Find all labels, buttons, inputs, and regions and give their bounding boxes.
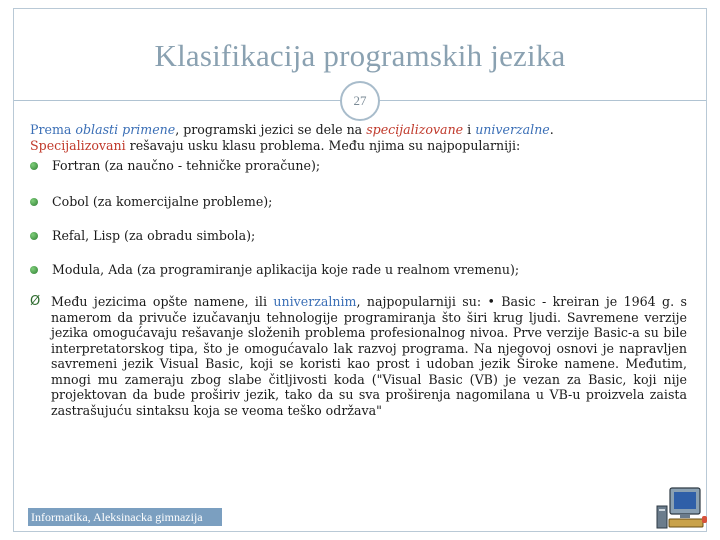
bullet-text: Cobol (za komercijalne probleme); [52,194,273,209]
bullet-text: Fortran (za naučno - tehničke proračune); [52,158,321,173]
universal-text [51,294,687,418]
intro-and: i [463,122,476,137]
computer-icon [656,486,708,530]
bullet-icon [30,232,38,240]
intro-prefix: Prema [30,122,76,137]
universal-lead: Među jezicima opšte namene, ili [51,294,274,309]
page-number-badge [340,81,380,121]
intro-mid: , programski jezici se dele na [175,122,367,137]
universal-em: univerzalnim [273,294,357,309]
footer-label: Informatika, Aleksinacka gimnazija [28,508,222,526]
intro-em-univerzalne: univerzalne [475,122,550,137]
intro-em-specijalizovane: specijalizovane [366,122,464,137]
slide-title: Klasifikacija programskih jezika [154,38,566,73]
intro-text [30,122,690,154]
intro-em-oblasti: oblasti primene [75,122,176,137]
bullet-text: Modula, Ada (za programiranje aplikacija koje rade u realnom vremenu); [52,262,520,277]
bullet-icon [30,198,38,206]
intro-line-2-rest: rešavaju usku klasu problema. Među njima su najpopularniji: [125,138,521,153]
bullet-text: Refal, Lisp (za obradu simbola); [52,228,256,243]
intro-specijalizovani: Specijalizovani [30,138,126,153]
universal-body: , najpopularniji su: • Basic - kreiran je 1964 g. s namerom da privuče izučavanju tehnologije programiranja što širi krug ljudi. Savremene verzije jezika omogućavaju rešavanje složenih problema profesionalnog nivoa. Prve verzije Basic-a su bile interpretatorskog tipa, što je omogućavalo lak razvoj programa. Na njegovoj osnovi je napravljen savremeni jezik Visual Basic, koji se koristi kao prost i udoban jezik Široke namene. Međutim, mnogi mu zameraju zbog slabe čitljivosti koda ("Visual Basic (VB) je vezan za Basic, koji nije projektovan da bude proširiv jezik, tako da su sva proširenja nagomilana u VB-u proizvela zaista zastrašujuću sintaksu koja se veoma teško održava" [51,294,687,418]
intro-line-2 [30,138,690,154]
intro-end: . [549,122,554,137]
universal-languages-paragraph [30,294,687,418]
arrow-bullet-icon: Ø [30,294,41,309]
bullet-icon [30,162,38,170]
bullet-icon [30,266,38,274]
page-number: 27 [353,93,367,108]
intro-line-1 [30,122,690,138]
